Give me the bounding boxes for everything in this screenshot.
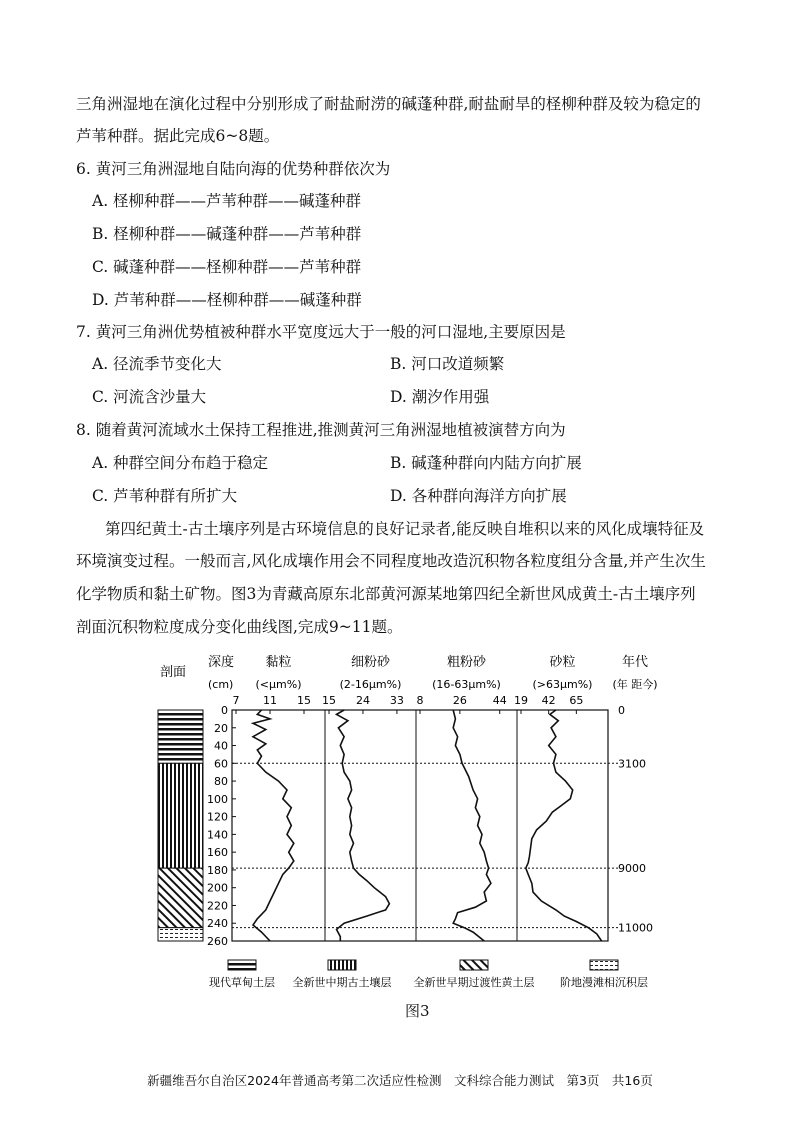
intro-line-1: 三角洲湿地在演化过程中分别形成了耐盐耐涝的碱蓬种群,耐盐耐旱的柽柳种群及较为稳定的	[76, 95, 701, 113]
age-axis-label: 年代	[621, 655, 649, 670]
series-name-2: 细粉砂	[350, 655, 391, 670]
series-1-tick-1: 7	[232, 694, 240, 707]
series-name-1: 黏粒	[265, 655, 292, 670]
question-6-stem: 6. 黄河三角洲湿地自陆向海的优势种群依次为	[76, 160, 391, 178]
passage2-line-3: 化学物质和黏土矿物。图3为青藏高原东北部黄河源某地第四纪全新世风成黄土-古土壤序列	[76, 585, 696, 603]
series-4-tick-3: 65	[569, 694, 584, 707]
series-4-tick-1: 19	[514, 694, 528, 707]
depth-tick-label: 0	[221, 704, 228, 717]
depth-tick-label: 240	[207, 917, 228, 931]
depth-tick-label: 160	[207, 846, 228, 860]
profile-layer-4	[158, 928, 203, 941]
depth-tick-label: 100	[207, 792, 228, 806]
depth-axis-unit: (cm)	[208, 678, 234, 691]
depth-tick-label: 220	[207, 899, 228, 913]
series-line-1	[253, 710, 294, 941]
question-7-option-b: B. 河口改道频繁	[390, 355, 505, 373]
age-tick-label-4: 11000	[618, 921, 653, 935]
series-1-tick-3: 15	[297, 694, 311, 707]
age-tick-label-3: 9000	[618, 862, 646, 876]
question-8-option-d: D. 各种群向海洋方向扩展	[390, 487, 567, 505]
page-footer: 新疆维吾尔自治区2024年普通高考第二次适应性检测 文科综合能力测试 第3页 共16页	[147, 1073, 653, 1088]
passage2-line-2: 环境演变过程。一般而言,风化成壤作用会不同程度地改造沉积物各粒度组分含量,并产生次生	[76, 552, 706, 570]
legend-swatch-3	[460, 960, 488, 970]
question-7-option-d: D. 潮汐作用强	[390, 388, 490, 406]
question-6-option-c: C. 碱蓬种群——柽柳种群——芦苇种群	[92, 258, 362, 276]
age-axis-unit: (年 距今)	[612, 678, 658, 691]
depth-tick-label: 120	[207, 810, 228, 824]
question-6-option-a: A. 柽柳种群——芦苇种群——碱蓬种群	[92, 192, 362, 210]
legend-label-4: 阶地漫滩相沉积层	[560, 976, 648, 989]
question-8-option-b: B. 碱蓬种群向内陆方向扩展	[390, 454, 582, 472]
legend-swatch-2	[328, 960, 356, 970]
series-unit-2: (2-16μm%)	[339, 678, 402, 691]
legend-swatch-1	[228, 960, 256, 970]
legend-swatch-4	[590, 960, 618, 970]
passage2-line-1: 第四纪黄土-古土壤序列是古环境信息的良好记录者,能反映自堆积以来的风化成壤特征及	[105, 520, 705, 538]
question-6-option-b: B. 柽柳种群——碱蓬种群——芦苇种群	[92, 225, 362, 243]
depth-tick-label: 260	[207, 935, 228, 948]
legend-label-3: 全新世早期过渡性黄土层	[413, 976, 535, 989]
grain-size-figure	[150, 648, 670, 998]
legend-label-1: 现代草甸土层	[209, 976, 275, 989]
depth-tick-label: 60	[214, 757, 228, 771]
series-name-3: 粗粉砂	[446, 655, 487, 670]
series-3-tick-2: 26	[452, 694, 467, 707]
legend-label-2: 全新世中期古土壤层	[292, 976, 392, 989]
series-2-tick-1: 15	[322, 694, 336, 707]
passage2-line-4: 剖面沉积物粒度成分变化曲线图,完成9~11题。	[76, 618, 403, 636]
figure-caption: 图3	[405, 1002, 430, 1020]
depth-tick-label: 200	[207, 881, 228, 895]
series-unit-4: (>63μm%)	[532, 678, 593, 691]
series-name-4: 砂粒	[549, 655, 576, 670]
profile-layer-3	[158, 868, 203, 928]
question-8-stem: 8. 随着黄河流域水土保持工程推进,推测黄河三角洲湿地植被演替方向为	[76, 421, 566, 439]
series-2-tick-2: 24	[355, 694, 370, 707]
depth-tick-label: 20	[214, 721, 228, 735]
series-2-tick-3: 33	[389, 694, 404, 707]
depth-axis-label: 深度	[208, 655, 235, 670]
question-8-option-c: C. 芦苇种群有所扩大	[92, 487, 238, 505]
question-7-option-a: A. 径流季节变化大	[92, 355, 222, 373]
question-8-option-a: A. 种群空间分布趋于稳定	[92, 454, 269, 472]
question-7-stem: 7. 黄河三角洲优势植被种群水平宽度远大于一般的河口湿地,主要原因是	[76, 323, 566, 341]
series-3-tick-1: 8	[416, 694, 424, 707]
series-line-2	[337, 710, 390, 941]
series-1-tick-2: 11	[263, 694, 277, 707]
depth-tick-label: 80	[214, 775, 228, 789]
age-tick-label-2: 3100	[618, 757, 646, 771]
depth-tick-label: 140	[207, 828, 228, 842]
profile-label: 剖面	[160, 665, 187, 680]
series-4-tick-2: 42	[541, 694, 556, 707]
series-line-3	[453, 710, 491, 941]
profile-layer-1	[158, 710, 203, 763]
age-tick-label-1: 0	[618, 704, 625, 717]
intro-line-2: 芦苇种群。据此完成6~8题。	[76, 127, 280, 145]
series-line-4	[526, 710, 602, 941]
question-6-option-d: D. 芦苇种群——柽柳种群——碱蓬种群	[92, 291, 362, 309]
series-3-tick-3: 44	[492, 694, 507, 707]
question-7-option-c: C. 河流含沙量大	[92, 388, 207, 406]
depth-tick-label: 180	[207, 863, 228, 877]
series-unit-1: (<μm%)	[255, 678, 302, 691]
series-unit-3: (16-63μm%)	[432, 678, 501, 691]
profile-layer-2	[158, 763, 203, 868]
depth-tick-label: 40	[214, 739, 228, 753]
